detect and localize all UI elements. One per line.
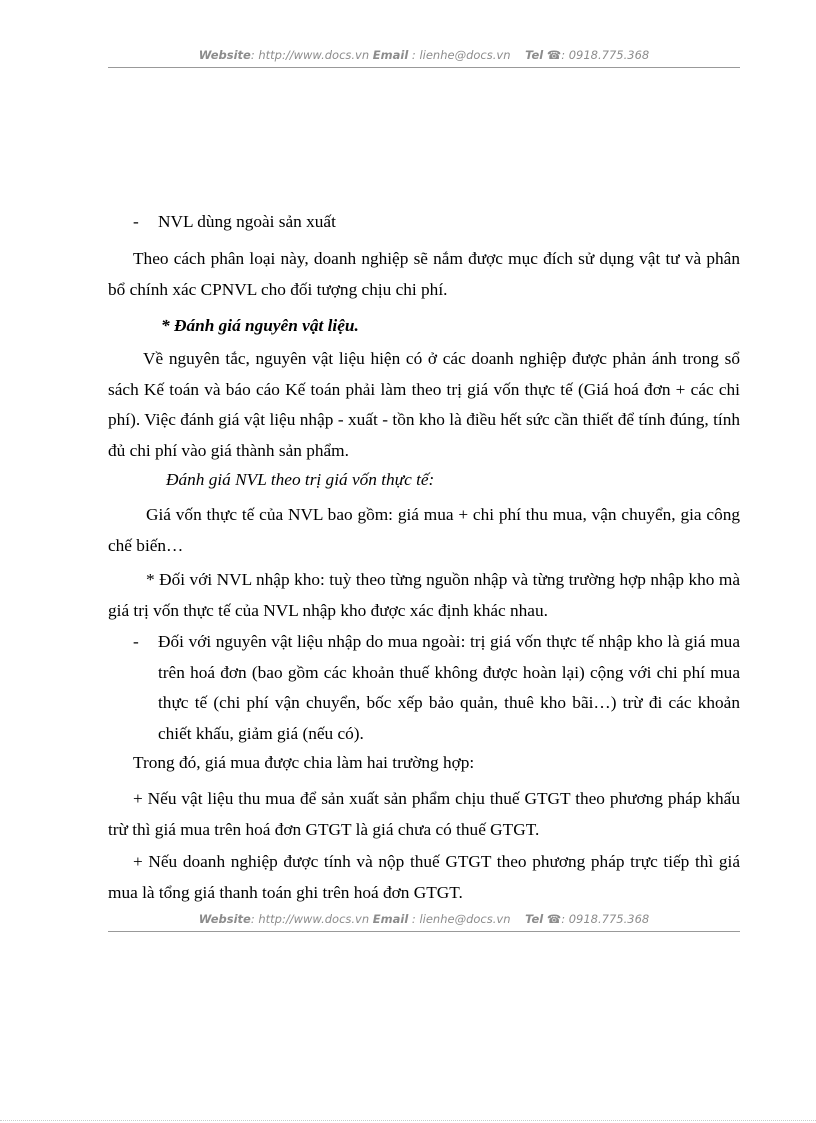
bullet-item: NVL dùng ngoài sản xuất xyxy=(158,212,336,231)
subsection-heading: Đánh giá NVL theo trị giá vốn thực tế: xyxy=(166,470,435,489)
footer-email-value: : lienhe@docs.vn xyxy=(408,912,511,926)
paragraph: Trong đó, giá mua được chia làm hai trường hợp: xyxy=(133,753,475,772)
bullet-dash: - xyxy=(133,212,139,231)
footer-tel-label: Tel xyxy=(525,912,544,926)
paragraph: + Nếu doanh nghiệp được tính và nộp thuế GTGT theo phương pháp trực tiếp thì giá mua là tổng giá thanh toán ghi trên hoá đơn GTGT. xyxy=(108,852,740,902)
footer-tel-value: : 0918.775.368 xyxy=(561,912,650,926)
header-tel-value: : 0918.775.368 xyxy=(561,48,650,62)
header-email-label: Email xyxy=(372,48,409,62)
footer-divider xyxy=(108,931,740,932)
bullet-dash: - xyxy=(133,632,139,651)
paragraph: Giá vốn thực tế của NVL bao gồm: giá mua + chi phí thu mua, vận chuyển, gia công chế biến… xyxy=(108,505,740,555)
section-heading: * Đánh giá nguyên vật liệu. xyxy=(161,316,359,335)
footer-website-label: Website xyxy=(198,912,251,926)
paragraph: Về nguyên tắc, nguyên vật liệu hiện có ở các doanh nghiệp được phản ánh trong sổ sách Kế toán và báo cáo Kế toán phải làm theo trị giá vốn thực tế (Giá hoá đơn + các chi phí). Việc đánh giá vật liệu nhập - xuất - tồn kho là điều hết sức cần thiết để tính đúng, tính đủ chi phí vào giá thành sản phẩm. xyxy=(108,349,740,460)
phone-icon: ☎ xyxy=(546,912,562,926)
bullet-item: Đối với nguyên vật liệu nhập do mua ngoài: trị giá vốn thực tế nhập kho là giá mua trên hoá đơn (bao gồm các khoản thuế không được hoàn lại) cộng với chi phí mua thực tế (chi phí vận chuyển, bốc xếp bảo quản, thuê kho bãi…) trừ đi các khoản chiết khấu, giảm giá (nếu có). xyxy=(158,632,740,743)
page-bottom-edge xyxy=(0,1120,816,1121)
header-website-value: : http://www.docs.vn xyxy=(250,48,370,62)
header-email-value: : lienhe@docs.vn xyxy=(408,48,511,62)
page-header xyxy=(108,48,740,62)
page-footer xyxy=(108,912,740,926)
phone-icon: ☎ xyxy=(546,48,562,62)
paragraph: Theo cách phân loại này, doanh nghiệp sẽ nắm được mục đích sử dụng vật tư và phân bổ chính xác CPNVL cho đối tượng chịu chi phí. xyxy=(108,249,740,299)
paragraph: * Đối với NVL nhập kho: tuỳ theo từng nguồn nhập và từng trường hợp nhập kho mà giá trị vốn thực tế của NVL nhập kho được xác định khác nhau. xyxy=(108,570,740,620)
header-tel-label: Tel xyxy=(525,48,544,62)
paragraph: + Nếu vật liệu thu mua để sản xuất sản phẩm chịu thuế GTGT theo phương pháp khấu trừ thì giá mua trên hoá đơn GTGT là giá chưa có thuế GTGT. xyxy=(108,789,740,839)
footer-email-label: Email xyxy=(372,912,409,926)
footer-website-value: : http://www.docs.vn xyxy=(250,912,370,926)
header-website-label: Website xyxy=(198,48,251,62)
header-divider xyxy=(108,67,740,68)
